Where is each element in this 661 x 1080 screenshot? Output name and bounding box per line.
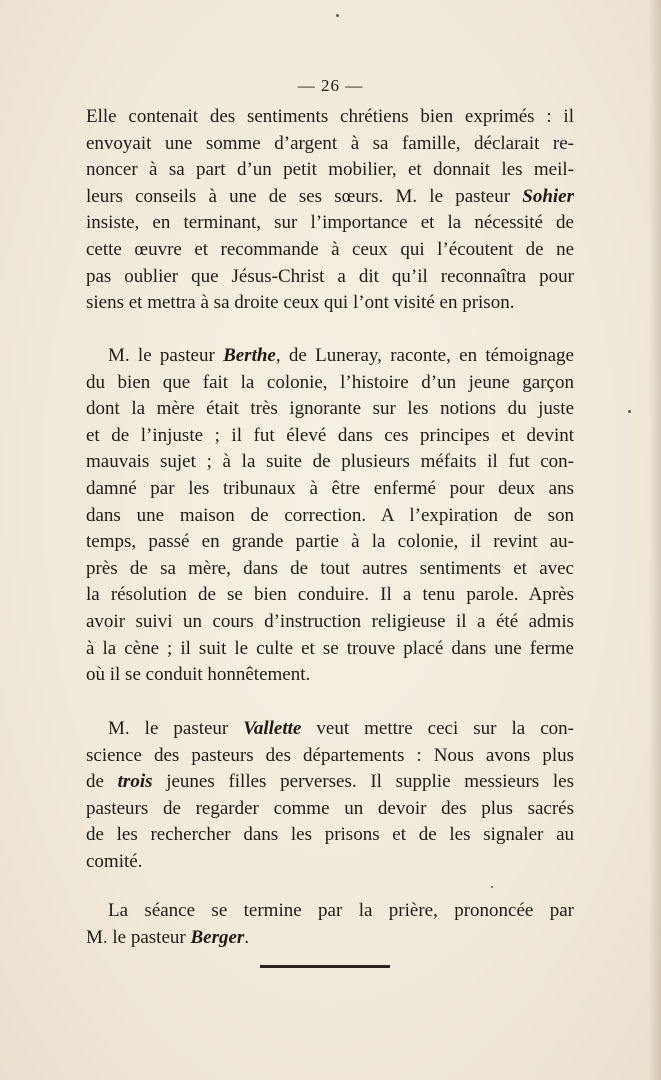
text-line: de les rechercher dans les prisons et de les signaler au [86, 824, 574, 846]
emphasis-trois: trois [117, 771, 153, 793]
text-segment: de [86, 771, 118, 793]
paper-speck [628, 410, 631, 413]
text-line [86, 769, 574, 796]
pastor-name-vallette: Vallette [243, 718, 302, 739]
text-line: siens et mettra à sa droite ceux qui l’ont visité en prison. [86, 292, 515, 314]
paragraph-2 [86, 343, 574, 689]
text-segment: M. le pasteur [108, 718, 244, 739]
text-line: dont la mère était très ignorante sur les notions du juste [86, 398, 574, 420]
text-line: damné par les tribunaux à être enfermé pour deux ans [86, 477, 574, 499]
text-segment: leurs conseils à une de ses sœurs. M. le pasteur [86, 185, 523, 207]
text-line [86, 184, 574, 211]
text-segment: . [244, 926, 250, 948]
text-segment: M. le pasteur [108, 345, 224, 366]
text-segment: M. le pasteur [86, 926, 191, 948]
text-line: la résolution de se bien conduire. Il a tenu parole. Après [86, 584, 574, 606]
text-line: pas oublier que Jésus-Christ a dit qu’il reconnaîtra pour [86, 265, 574, 287]
page-number: — 26 — [297, 76, 364, 95]
text-line: cette œuvre et recommande à ceux qui l’écoutent de ne [86, 238, 574, 260]
paragraph-1 [86, 104, 574, 317]
paragraph-3 [86, 716, 574, 876]
text-segment: veut mettre ceci sur la con- [301, 718, 574, 739]
text-line: Elle contenait des sentiments chrétiens bien exprimés : il [86, 106, 574, 127]
text-line: science des pasteurs des départements : Nous avons plus [86, 744, 574, 766]
text-line [86, 925, 574, 952]
text-line: et de l’injuste ; il fut élevé dans ces principes et devint [86, 424, 574, 446]
pastor-name-berger: Berger [190, 926, 245, 948]
text-line: envoyait une somme d’argent à sa famille, déclarait re- [86, 132, 574, 154]
text-line: temps, passé en grande partie à la colonie, il revint au- [86, 531, 574, 553]
text-segment: , de Luneray, raconte, en témoignage [275, 345, 574, 366]
paper-speck [491, 886, 493, 888]
text-line: pasteurs de regarder comme un devoir des plus sacrés [86, 797, 574, 819]
text-line [86, 343, 574, 370]
text-line: insiste, en terminant, sur l’importance et la nécessité de [86, 212, 574, 234]
page-edge-shadow [649, 0, 661, 1080]
text-line: comité. [86, 850, 143, 872]
text-line: près de sa mère, dans de tout autres sentiments et avec [86, 557, 574, 579]
text-line: noncer à sa part d’un petit mobilier, et donnait les meil- [86, 159, 574, 181]
text-line [86, 716, 574, 743]
text-line: mauvais sujet ; à la suite de plusieurs méfaits il fut con- [86, 451, 574, 473]
text-line: La séance se termine par la prière, prononcée par [108, 900, 574, 921]
text-line: avoir suivi un cours d’instruction religieuse il a été admis [86, 610, 574, 632]
text-segment: jeunes filles perverses. Il supplie messieurs les [152, 771, 574, 793]
paper-speck [336, 14, 339, 17]
paragraph-4 [86, 898, 574, 951]
pastor-name-sohier: Sohier [522, 185, 574, 207]
closing-rule [260, 965, 390, 968]
text-line: où il se conduit honnêtement. [86, 664, 311, 686]
text-line: dans une maison de correction. A l’expiration de son [86, 504, 574, 526]
text-line: à la cène ; il suit le culte et se trouve placé dans une ferme [86, 637, 574, 659]
pastor-name-berthe: Berthe [223, 345, 276, 366]
text-line: du bien que fait la colonie, l’histoire d’un jeune garçon [86, 371, 574, 393]
